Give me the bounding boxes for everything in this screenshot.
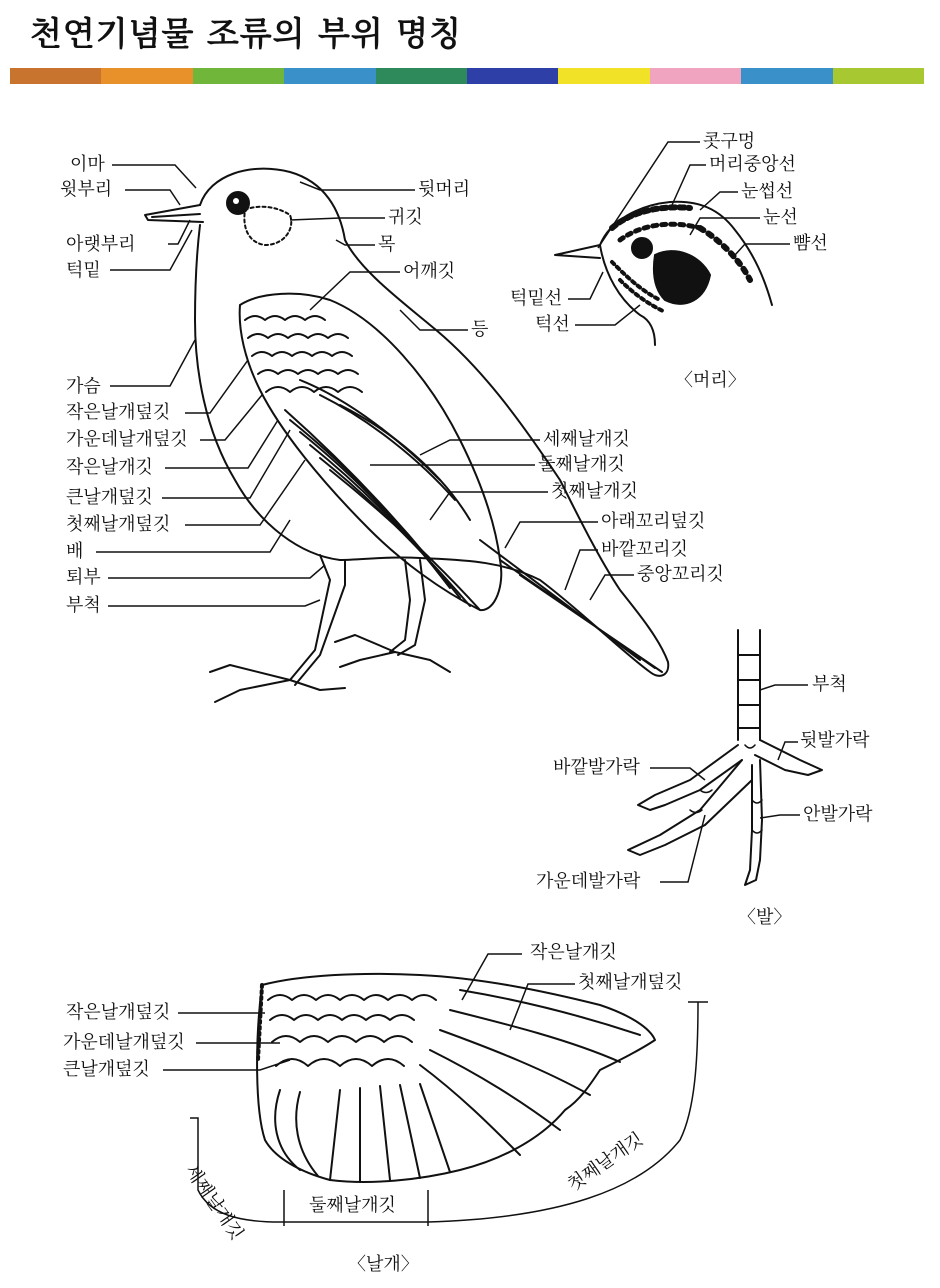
- label-breast: 가슴: [66, 376, 101, 397]
- label-undertail-coverts: 아래꼬리덮깃: [601, 511, 706, 532]
- label-crown-stripe: 머리중앙선: [709, 154, 796, 175]
- label-middle-toe: 가운데발가락: [536, 871, 641, 892]
- wing-label-secondaries: 둘째날개깃: [309, 1195, 396, 1216]
- foot-caption: 〈발〉: [738, 907, 792, 928]
- label-belly: 배: [66, 541, 84, 562]
- wing-label-primaries: 첫째날개깃: [563, 1128, 648, 1196]
- label-tertials: 세째날개깃: [543, 429, 630, 450]
- label-inner-toe: 안발가락: [803, 804, 873, 825]
- label-lesser-coverts: 작은날개덮깃: [66, 402, 171, 423]
- label-eyebrow: 눈썹선: [741, 181, 794, 202]
- label-tarsus: 부척: [66, 595, 101, 616]
- label-neck: 목: [378, 234, 396, 255]
- label-central-tail: 중앙꼬리깃: [637, 564, 724, 585]
- label-greater-coverts: 큰날개덮깃: [66, 487, 153, 508]
- label-primaries: 첫째날개깃: [551, 481, 638, 502]
- wing-label-alula: 작은날개깃: [530, 942, 617, 963]
- wing-label-primary-coverts: 첫째날개덮깃: [578, 972, 683, 993]
- label-primary-coverts: 첫째날개덮깃: [66, 514, 171, 535]
- label-thigh: 퇴부: [66, 567, 101, 588]
- label-lower-bill: 아랫부리: [66, 234, 136, 255]
- label-chin-line: 턱밑선: [510, 288, 563, 309]
- label-secondaries: 둘째날개깃: [538, 454, 625, 475]
- label-chin: 턱밑: [66, 260, 101, 281]
- wing-label-lesser-coverts: 작은날개덮깃: [66, 1002, 171, 1023]
- head-caption: 〈머리〉: [675, 370, 746, 391]
- label-upper-bill: 윗부리: [60, 179, 113, 200]
- label-cheek-line: 뺨선: [793, 233, 828, 254]
- label-hind-toe: 뒷발가락: [800, 730, 870, 751]
- page-title: 천연기념물 조류의 부위 명칭: [30, 14, 463, 53]
- wing-label-tertials: 세째날개깃: [180, 1160, 248, 1245]
- label-back: 등: [471, 319, 489, 340]
- label-outer-toe: 바깥발가락: [553, 757, 640, 778]
- wing-label-median-coverts: 가운데날개덮깃: [63, 1032, 185, 1053]
- label-forehead: 이마: [70, 154, 105, 175]
- label-outer-tail: 바깥꼬리깃: [601, 539, 688, 560]
- label-scapulars: 어깨깃: [403, 261, 456, 282]
- label-alula: 작은날개깃: [66, 457, 153, 478]
- wing-label-greater-coverts: 큰날개덮깃: [63, 1059, 150, 1080]
- label-nape: 뒷머리: [418, 179, 471, 200]
- label-median-coverts: 가운데날개덮깃: [66, 429, 188, 450]
- label-foot-tarsus: 부척: [812, 674, 847, 695]
- label-nostril: 콧구멍: [703, 131, 756, 152]
- label-eye-line: 눈선: [763, 207, 798, 228]
- label-jaw-line: 턱선: [535, 314, 570, 335]
- label-ear-coverts: 귀깃: [388, 207, 423, 228]
- wing-caption: 〈날개〉: [348, 1254, 419, 1275]
